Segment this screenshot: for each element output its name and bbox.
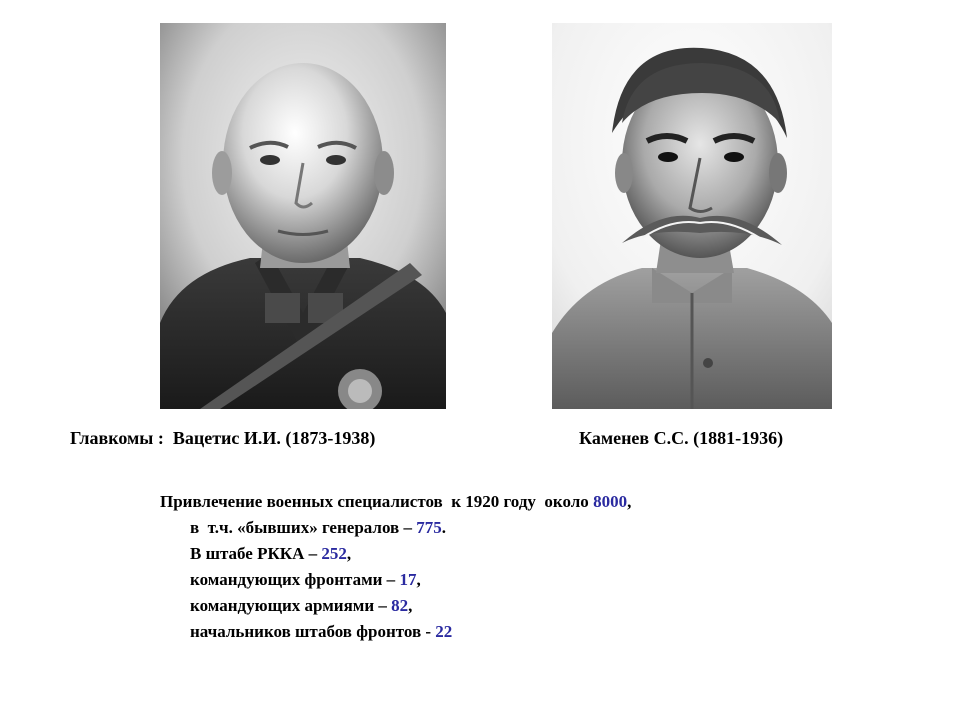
stat-number: 17	[399, 570, 417, 589]
stat-line-rkka-staff	[190, 541, 351, 567]
stat-suffix: ,	[346, 544, 352, 563]
stat-number: 22	[435, 622, 453, 641]
stat-number: 775	[416, 518, 442, 537]
portrait-vatsetis-photo	[160, 23, 446, 409]
stat-number: 8000	[593, 492, 628, 511]
stat-text: начальников штабов фронтов -	[190, 622, 436, 641]
portrait-kamenev-photo	[552, 23, 832, 409]
stat-suffix: ,	[627, 492, 632, 511]
caption-vatsetis: Главкомы : Вацетис И.И. (1873-1938)	[70, 428, 376, 448]
stat-text: командующих фронтами –	[190, 570, 400, 589]
stat-suffix: ,	[416, 570, 421, 589]
stat-number: 252	[321, 544, 347, 563]
stat-line-former-generals	[190, 515, 446, 541]
stat-number: 82	[391, 596, 409, 615]
stat-line-front-commanders	[190, 567, 421, 593]
stat-text: В штабе РККА –	[190, 544, 322, 563]
stat-suffix: .	[441, 518, 446, 537]
stat-suffix: ,	[408, 596, 413, 615]
stat-text: командующих армиями –	[190, 596, 392, 615]
stat-text: в т.ч. «бывших» генералов –	[190, 518, 417, 537]
caption-kamenev: Каменев С.С. (1881-1936)	[579, 428, 784, 448]
stat-text: Привлечение военных специалистов к 1920 году около	[160, 492, 594, 511]
stat-line-army-commanders	[190, 593, 412, 619]
stat-line-front-chiefs-of-staff	[190, 619, 452, 645]
stat-line-specialists-total	[160, 489, 631, 515]
